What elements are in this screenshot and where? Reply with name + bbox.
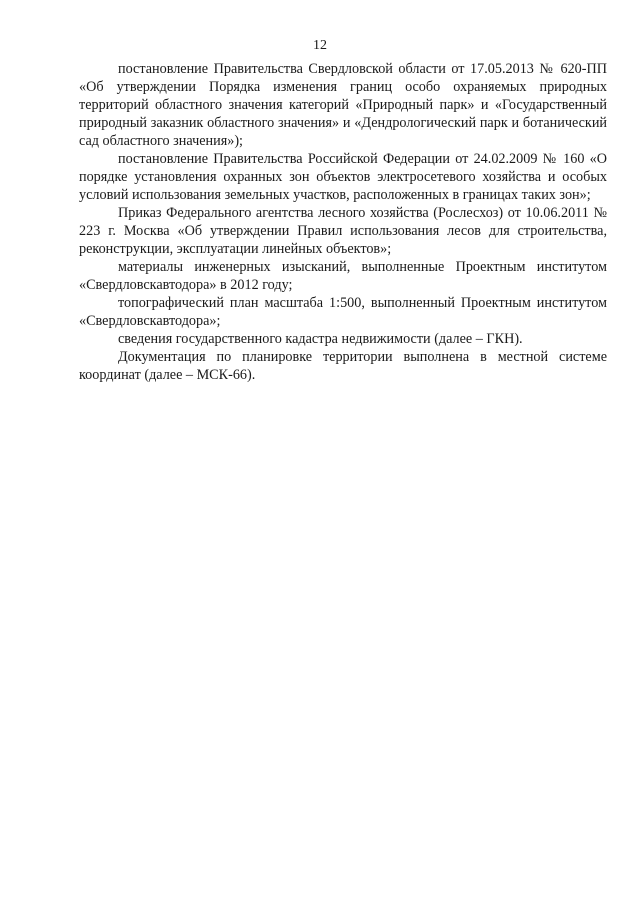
paragraph: постановление Правительства Российской Федерации от 24.02.2009 № 160 «О порядке установления охранных зон объектов электросетевого хозяйства и особых условий использования земельных участков, расположенных в границах таких зон»;: [79, 151, 607, 203]
paragraph: топографический план масштаба 1:500, выполненный Проектным институтом «Свердловскавтодора»;: [79, 295, 607, 329]
paragraph: материалы инженерных изысканий, выполненные Проектным институтом «Свердловскавтодора» в 2012 году;: [79, 259, 607, 293]
document-body: [79, 60, 607, 384]
paragraph: постановление Правительства Свердловской области от 17.05.2013 № 620-ПП «Об утверждении Порядка изменения границ особо охраняемых природных территорий областного значения категорий «Природный парк» и «Государственный природный заказник областного значения» и «Дендрологический парк и ботанический сад областного значения»);: [79, 61, 607, 149]
paragraph: Документация по планировке территории выполнена в местной системе координат (далее – МСК-66).: [79, 349, 607, 383]
page-number: 12: [313, 38, 327, 53]
paragraph: сведения государственного кадастра недвижимости (далее – ГКН).: [118, 331, 523, 347]
paragraph: Приказ Федерального агентства лесного хозяйства (Рослесхоз) от 10.06.2011 № 223 г. Москва «Об утверждении Правил использования лесов для строительства, реконструкции, эксплуатации линейных объектов»;: [79, 205, 607, 257]
